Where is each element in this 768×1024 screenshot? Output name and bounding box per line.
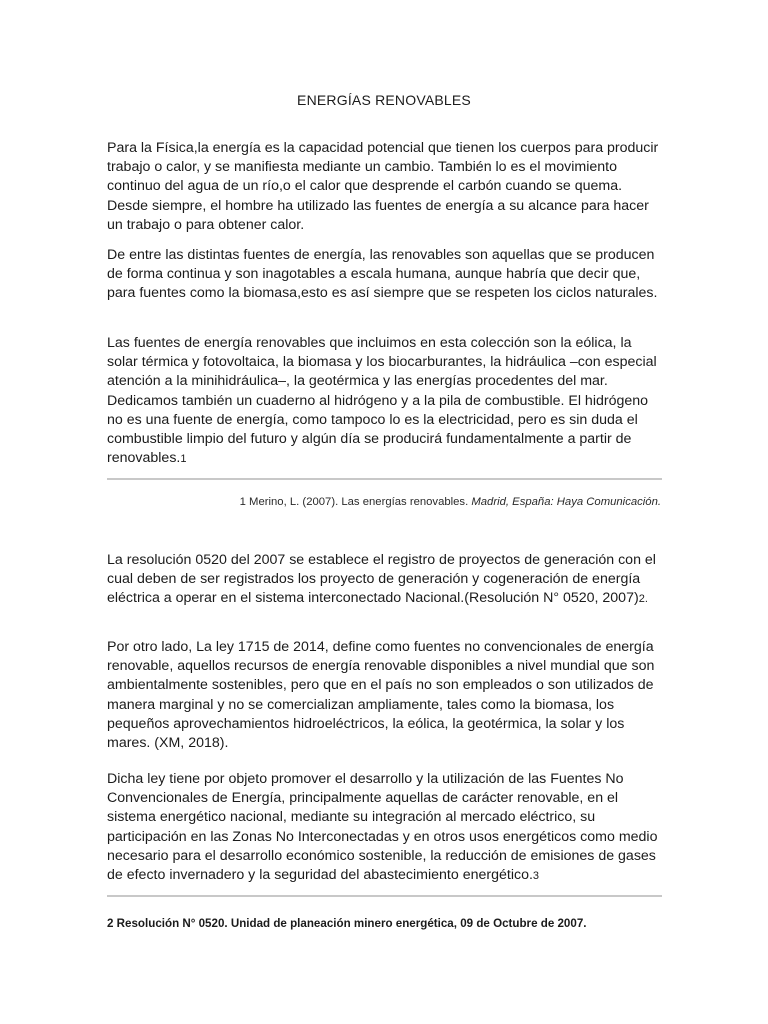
paragraph-4-text: La resolución 0520 del 2007 se establece el registro de proyectos de generación con el cual deben de ser registrados los proyecto de generación y cogeneración de energía eléctrica a operar en el sistema interconectado Nacional.(Resolución N° 0520, 2007) bbox=[107, 552, 656, 607]
paragraph-1 bbox=[107, 139, 663, 235]
paragraph-2 bbox=[107, 246, 663, 304]
paragraph-5-text: Por otro lado, La ley 1715 de 2014, define como fuentes no convencionales de energía renovable, aquellos recursos de energía renovable disponibles a nivel mundial que son ambientalmente sostenibles, pero que en el país no son empleados o son utilizados de manera marginal y no se comercializan ampliamente, tales como la biomasa, los pequeños aprovechamientos hidroeléctricos, la eólica, la geotérmica, la solar y los mares. (XM, 2018). bbox=[107, 639, 655, 752]
paragraph-4 bbox=[107, 551, 663, 610]
paragraph-3 bbox=[107, 334, 663, 469]
footnote-divider-1 bbox=[107, 478, 662, 480]
footnote-marker-3: 3 bbox=[532, 870, 540, 883]
footnote-1-italic: Madrid, España: Haya Comunicación. bbox=[471, 496, 661, 508]
footnote-divider-2 bbox=[107, 895, 662, 897]
footnote-marker-1: 1 bbox=[180, 453, 187, 466]
document-title: ENERGÍAS RENOVABLES bbox=[297, 92, 471, 108]
paragraph-6-text: Dicha ley tiene por objeto promover el desarrollo y la utilización de las Fuentes No Convencionales de Energía, principalmente aquellas de carácter renovable, en el sistema energético nacional, mediante su integración al mercado eléctrico, su participación en las Zonas No Interconectadas y en otros usos energéticos como medio necesario para el desarrollo económico sostenible, la reducción de emisiones de gases de efecto invernadero y la seguridad del abastecimiento energético. bbox=[107, 771, 658, 884]
footnote-2: 2 Resolución N° 0520. Unidad de planeación minero energética, 09 de Octubre de 2007. bbox=[107, 917, 587, 930]
footnote-marker-2: 2. bbox=[638, 593, 648, 606]
paragraph-2-text: De entre las distintas fuentes de energía, las renovables son aquellas que se producen de forma continua y son inagotables a escala humana, aunque habría que decir que, para fuentes como la biomasa,esto es así siempre que se respeten los ciclos naturales. bbox=[107, 247, 658, 302]
paragraph-3-text: Las fuentes de energía renovables que incluimos en esta colección son la eólica, la solar térmica y fotovoltaica, la biomasa y los biocarburantes, la hidráulica –con especial atención a la minihidráulica–, la geotérmica y las energías procedentes del mar. Dedicamos también un cuaderno al hidrógeno y a la pila de combustible. El hidrógeno no es una fuente de energía, como tampoco lo es la electricidad, pero es sin duda el combustible limpio del futuro y algún día se producirá fundamentalmente a partir de renovables. bbox=[107, 335, 657, 467]
footnote-1-text: 1 Merino, L. (2007). Las energías renovables. bbox=[239, 496, 472, 508]
paragraph-1-text: Para la Física,la energía es la capacidad potencial que tienen los cuerpos para producir trabajo o calor, y se manifiesta mediante un cambio. También lo es el movimiento continuo del agua de un río,o el calor que desprende el carbón cuando se quema. Desde siempre, el hombre ha utilizado las fuentes de energía a su alcance para hacer un trabajo o para obtener calor. bbox=[107, 140, 659, 233]
paragraph-6 bbox=[107, 770, 663, 886]
footnote-1 bbox=[107, 496, 661, 508]
paragraph-5 bbox=[107, 638, 663, 753]
